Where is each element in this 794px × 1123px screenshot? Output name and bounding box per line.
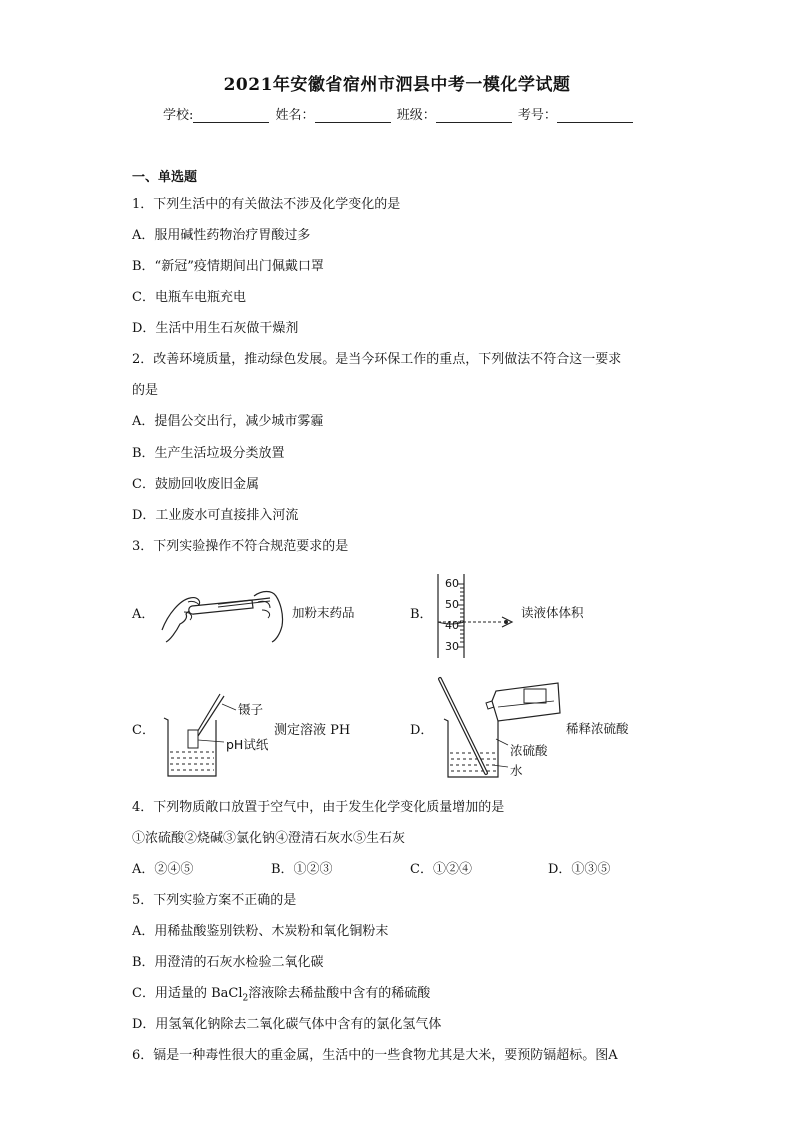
q2-option-a: A．提倡公交出行，减少城市雾霾 bbox=[132, 414, 324, 429]
q3-d-caption: 稀释浓硫酸 bbox=[566, 721, 629, 736]
class-blank[interactable] bbox=[436, 110, 512, 123]
q2-option-c: C．鼓励回收废旧金属 bbox=[132, 477, 259, 492]
name-blank[interactable] bbox=[315, 110, 391, 123]
exam-number-blank[interactable] bbox=[557, 110, 633, 123]
class-label: 班级： bbox=[396, 108, 436, 123]
sulfuric-acid-label: 浓硫酸 bbox=[510, 743, 548, 758]
dilute-sulfuric-acid-figure bbox=[436, 677, 566, 781]
tick-30: 30 bbox=[445, 640, 459, 653]
q5-option-d: D．用氢氧化钠除去二氧化碳气体中含有的氯化氢气体 bbox=[132, 1017, 442, 1032]
tweezers-label: 镊子 bbox=[238, 702, 264, 717]
q3-stem: 3．下列实验操作不符合规范要求的是 bbox=[132, 539, 349, 554]
name-label: 姓名： bbox=[275, 108, 315, 123]
q3-a-caption: 加粉末药品 bbox=[292, 605, 355, 620]
q4-option-c: C．①②④ bbox=[410, 862, 472, 877]
q2-stem-line1: 2．改善环境质量，推动绿色发展。是当今环保工作的重点，下列做法不符合这一要求 bbox=[132, 352, 622, 367]
q2-option-b: B．生产生活垃圾分类放置 bbox=[132, 446, 285, 461]
page-title: 2021年安徽省宿州市泗县中考一模化学试题 bbox=[223, 75, 571, 95]
q2-stem-line2: 的是 bbox=[132, 383, 159, 398]
q3-c-caption: 测定溶液 PH bbox=[274, 723, 351, 738]
q4-option-b: B．①②③ bbox=[271, 862, 333, 877]
q2-option-d: D．工业废水可直接排入河流 bbox=[132, 508, 299, 523]
q5-stem: 5．下列实验方案不正确的是 bbox=[132, 893, 297, 908]
q5-option-c-pre: C．用适量的 BaCl bbox=[132, 986, 243, 1001]
tick-50: 50 bbox=[445, 598, 459, 611]
test-tube-powder-figure bbox=[158, 584, 290, 644]
q5-option-b: B．用澄清的石灰水检验二氧化碳 bbox=[132, 955, 324, 970]
tick-60: 60 bbox=[445, 577, 459, 590]
q1-option-b: B．“新冠”疫情期间出门佩戴口罩 bbox=[132, 259, 324, 274]
water-label: 水 bbox=[510, 763, 523, 778]
q3-b-caption: 读液体体积 bbox=[521, 605, 584, 620]
q3-option-a-letter: A． bbox=[132, 607, 155, 622]
q4-stem: 4．下列物质敞口放置于空气中，由于发生化学变化质量增加的是 bbox=[132, 800, 505, 815]
q4-items: ①浓硫酸②烧碱③氯化钠④澄清石灰水⑤生石灰 bbox=[132, 831, 406, 846]
q5-option-a: A．用稀盐酸鉴别铁粉、木炭粉和氧化铜粉末 bbox=[132, 924, 389, 939]
q1-option-d: D．生活中用生石灰做干燥剂 bbox=[132, 321, 299, 336]
q1-option-c: C．电瓶车电瓶充电 bbox=[132, 290, 246, 305]
tick-40: 40 bbox=[445, 619, 459, 632]
q4-option-d: D．①③⑤ bbox=[548, 862, 611, 877]
student-info-row bbox=[163, 104, 635, 123]
q4-option-a: A．②④⑤ bbox=[132, 862, 194, 877]
q3-option-c-letter: C． bbox=[132, 723, 155, 738]
q3-option-d-letter: D． bbox=[410, 723, 434, 738]
school-label: 学校: bbox=[163, 108, 194, 123]
q1-stem: 1．下列生活中的有关做法不涉及化学变化的是 bbox=[132, 197, 401, 212]
school-blank[interactable] bbox=[193, 110, 269, 123]
exam-number-label: 考号： bbox=[517, 108, 557, 123]
section-heading: 一、单选题 bbox=[132, 170, 198, 185]
ph-paper-label: pH试纸 bbox=[226, 737, 269, 752]
q5-option-c-sub: 2 bbox=[242, 993, 249, 1004]
q5-option-c-post: 溶液除去稀盐酸中含有的稀硫酸 bbox=[248, 986, 431, 1001]
q5-option-c bbox=[132, 982, 430, 1004]
q3-option-b-letter: B． bbox=[410, 607, 433, 622]
q1-option-a: A．服用碱性药物治疗胃酸过多 bbox=[132, 228, 311, 243]
q6-stem: 6．镉是一种毒性很大的重金属，生活中的一些食物尤其是大米，要预防镉超标。图A bbox=[132, 1048, 618, 1063]
